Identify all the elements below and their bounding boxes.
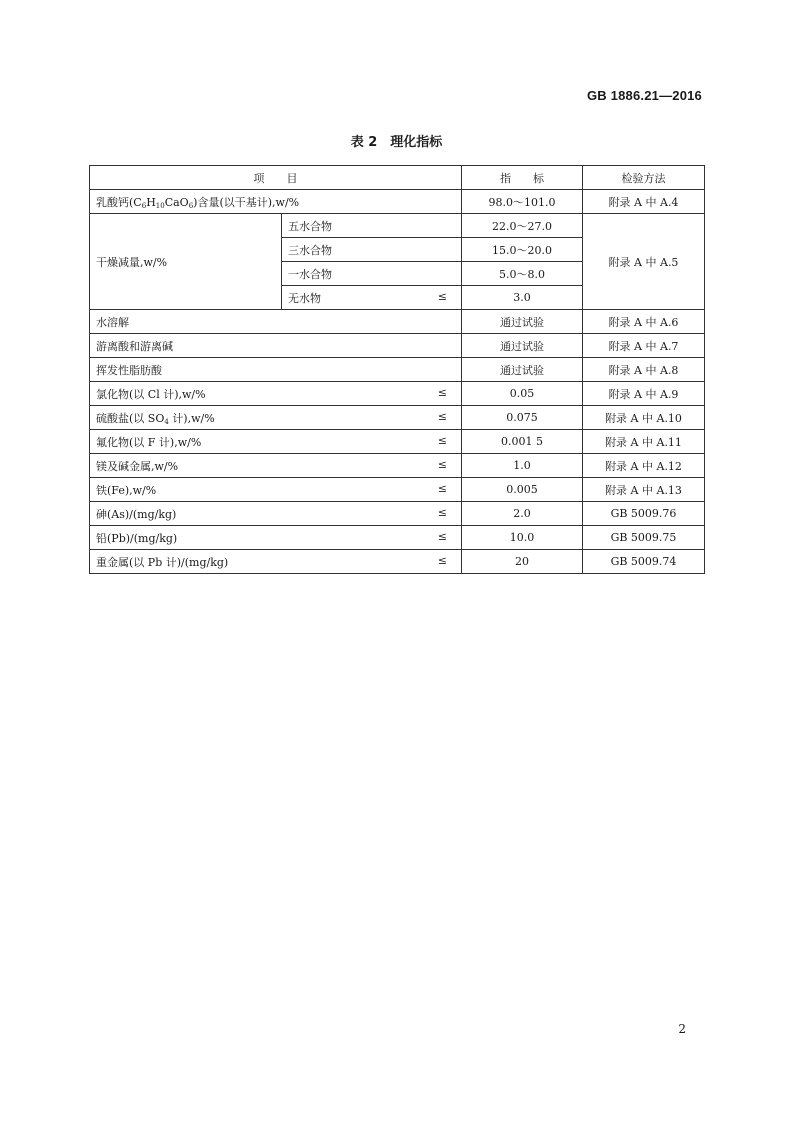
method-cell: 附录 A 中 A.9	[583, 382, 705, 406]
value-cell: 0.075	[462, 406, 583, 430]
leq-symbol: ≤	[437, 433, 447, 447]
item-cell: 硫酸盐(以 $SO_4$ 计),w/% ≤	[90, 406, 462, 430]
method-cell: 附录 A 中 A.13	[583, 478, 705, 502]
item-cell: 水溶解	[90, 310, 462, 334]
method-cell: 附录 A 中 A.11	[583, 430, 705, 454]
table-caption: 表 2 理化指标	[350, 135, 443, 150]
item-cell: 氟化物(以 F 计),w/% ≤	[90, 430, 462, 454]
item-cell: 砷(As)/(mg/kg) ≤	[90, 502, 462, 526]
table-row	[90, 526, 705, 550]
item-cell: 镁及碱金属,w/% ≤	[90, 454, 462, 478]
method-cell: GB 5009.76	[583, 502, 705, 526]
table-row	[90, 334, 705, 358]
value-cell: 通过试验	[462, 310, 583, 334]
table-header-row	[90, 166, 705, 190]
value-cell: 22.0～27.0	[462, 214, 583, 238]
value-cell: 5.0～8.0	[462, 262, 583, 286]
item-cell: 挥发性脂肪酸	[90, 358, 462, 382]
header-item: 项 目	[90, 166, 462, 190]
standard-number: GB 1886.21—2016	[586, 88, 702, 103]
drying-loss-label: 干燥减量,w/%	[90, 214, 282, 310]
leq-symbol: ≤	[437, 385, 447, 399]
method-cell: 附录 A 中 A.12	[583, 454, 705, 478]
value-cell: 10.0	[462, 526, 583, 550]
item-cell: 铅(Pb)/(mg/kg) ≤	[90, 526, 462, 550]
value-cell: 0.001 5	[462, 430, 583, 454]
method-cell: 附录 A 中 A.5	[583, 214, 705, 310]
method-cell: GB 5009.74	[583, 550, 705, 574]
table-row	[90, 430, 705, 454]
sub-item-cell: 无水物 ≤	[282, 286, 462, 310]
leq-symbol: ≤	[437, 457, 447, 471]
value-cell: 通过试验	[462, 334, 583, 358]
header-method: 检验方法	[583, 166, 705, 190]
item-cell: 氯化物(以 Cl 计),w/% ≤	[90, 382, 462, 406]
table-row	[90, 382, 705, 406]
item-cell: 铁(Fe),w/% ≤	[90, 478, 462, 502]
method-cell: GB 5009.75	[583, 526, 705, 550]
method-cell: 附录 A 中 A.8	[583, 358, 705, 382]
page-number: 2	[678, 1022, 686, 1036]
method-cell: 附录 A 中 A.6	[583, 310, 705, 334]
value-cell: 2.0	[462, 502, 583, 526]
header-index: 指 标	[462, 166, 583, 190]
table-row	[90, 478, 705, 502]
sub-item-cell: 三水合物	[282, 238, 462, 262]
value-cell: 0.005	[462, 478, 583, 502]
table-row	[90, 214, 705, 238]
value-cell: 通过试验	[462, 358, 583, 382]
table-row	[90, 454, 705, 478]
table-row	[90, 358, 705, 382]
value-cell: 3.0	[462, 286, 583, 310]
method-cell: 附录 A 中 A.10	[583, 406, 705, 430]
table-row	[90, 190, 705, 214]
leq-symbol: ≤	[437, 553, 447, 567]
value-cell: 0.05	[462, 382, 583, 406]
sub-item-cell: 五水合物	[282, 214, 462, 238]
item-cell: 重金属(以 Pb 计)/(mg/kg) ≤	[90, 550, 462, 574]
leq-symbol: ≤	[437, 289, 447, 303]
leq-symbol: ≤	[437, 481, 447, 495]
table-row	[90, 406, 705, 430]
leq-symbol: ≤	[437, 505, 447, 519]
table-row	[90, 502, 705, 526]
leq-symbol: ≤	[437, 529, 447, 543]
table-row	[90, 550, 705, 574]
method-cell: 附录 A 中 A.4	[583, 190, 705, 214]
value-cell: 98.0～101.0	[462, 190, 583, 214]
item-cell: 游离酸和游离碱	[90, 334, 462, 358]
item-cell: 乳酸钙$(C_6H_{10}CaO_6)$含量(以干基计),w/%	[90, 190, 462, 214]
leq-symbol: ≤	[437, 409, 447, 423]
value-cell: 1.0	[462, 454, 583, 478]
sub-item-cell: 一水合物	[282, 262, 462, 286]
value-cell: 20	[462, 550, 583, 574]
physicochemical-table	[89, 165, 705, 574]
table-row	[90, 310, 705, 334]
method-cell: 附录 A 中 A.7	[583, 334, 705, 358]
value-cell: 15.0～20.0	[462, 238, 583, 262]
